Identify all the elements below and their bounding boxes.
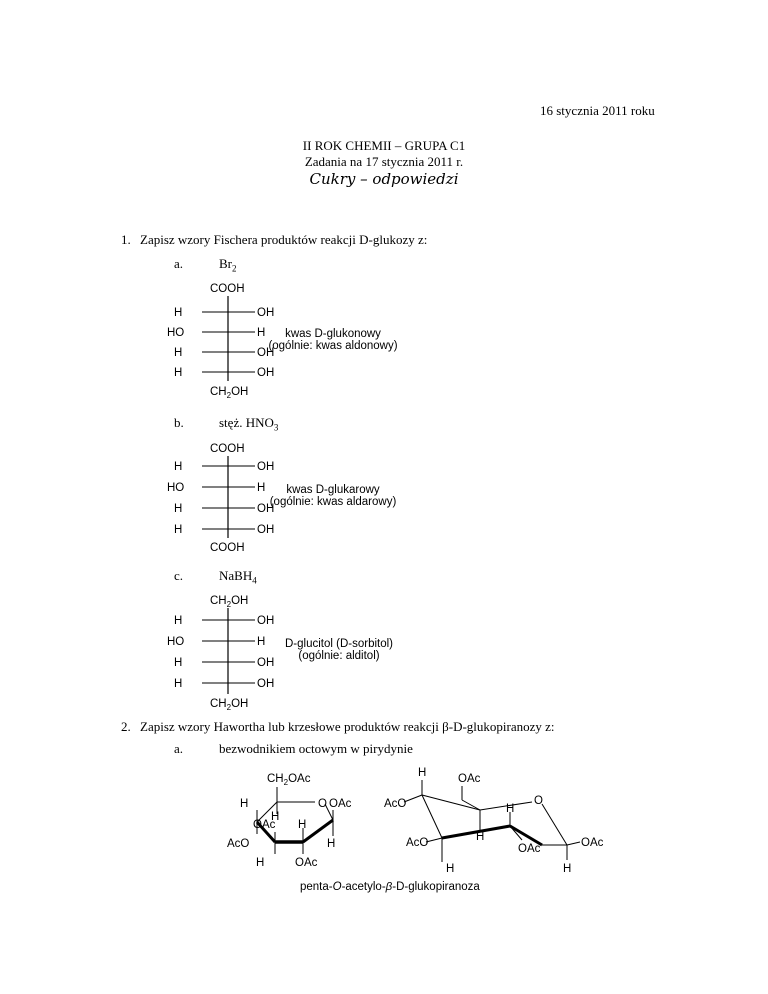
label-h: H	[174, 524, 183, 536]
q1b-name: kwas D-glukarowy (ogólnie: kwas aldarowy)	[269, 484, 397, 508]
haworth-ch2oac: $CH_2OAc$	[267, 773, 311, 787]
label-oh: OH	[257, 615, 275, 627]
chair-h: H	[418, 767, 427, 779]
label-oh: OH	[257, 461, 275, 473]
haworth-oac: OAc	[295, 857, 318, 869]
label-oh: OH	[257, 657, 275, 669]
fischer-b-top: COOH	[210, 443, 245, 455]
chair-h: H	[506, 803, 515, 815]
header-line-2: Zadania na 17 stycznia 2011 r.	[304, 154, 464, 169]
label-oh: OH	[257, 503, 275, 515]
label-h: H	[174, 503, 183, 515]
chair-oac: OAc	[581, 837, 604, 849]
label-oh: OH	[257, 367, 275, 379]
fischer-a-bottom: $CH_2OH$	[210, 386, 249, 400]
q2-number: 2.	[121, 719, 131, 734]
chair-h: H	[476, 831, 485, 843]
label-h: H	[257, 327, 266, 339]
header-line-1: II ROK CHEMII – GRUPA C1	[302, 138, 466, 153]
q1a-reagent: $Br_2$	[219, 256, 237, 274]
chair-oac: OAc	[518, 843, 541, 855]
haworth-h: H	[298, 819, 307, 831]
label-ho: HO	[167, 636, 185, 648]
chair-ring-o: O	[534, 795, 543, 807]
label-h: H	[174, 678, 183, 690]
q1-text: Zapisz wzory Fischera produktów reakcji D-glukozy z:	[140, 232, 428, 247]
fischer-b-bottom: COOH	[210, 542, 245, 554]
label-h: H	[174, 347, 183, 359]
fischer-c-top: $CH_2OH$	[210, 595, 249, 609]
label-h: H	[174, 461, 183, 473]
haworth-aco: AcO	[227, 838, 250, 850]
q1a-name: kwas D-glukonowy (ogólnie: kwas aldonowy)	[268, 328, 398, 352]
label-ho: HO	[167, 482, 185, 494]
fischer-a-top: COOH	[210, 283, 245, 295]
chair-structure	[382, 760, 622, 878]
haworth-ring-o: O	[318, 798, 327, 810]
label-oh: OH	[257, 307, 275, 319]
q2a-reagent: bezwodnikiem octowym w pirydynie	[219, 741, 413, 756]
q1c-name: D-glucitol (D-sorbitol) (ogólnie: alditol)	[285, 638, 393, 662]
label-oh: OH	[257, 524, 275, 536]
header-title: Cukry – odpowiedzi	[309, 170, 459, 188]
fischer-c-bottom: $CH_2OH$	[210, 698, 249, 712]
q1c-letter: c.	[174, 568, 184, 583]
chair-oac: OAc	[458, 773, 481, 785]
q1c-reagent: NaBH$_4$	[219, 568, 257, 586]
q1b-letter: b.	[174, 415, 184, 430]
haworth-h: H	[327, 838, 336, 850]
q1-number: 1.	[121, 232, 131, 247]
haworth-structure	[215, 762, 385, 877]
q2-text: Zapisz wzory Hawortha lub krzesłowe produktów reakcji β-D-glukopiranozy z:	[140, 719, 555, 734]
chair-aco: AcO	[384, 798, 407, 810]
product-name: penta-O-acetylo-β-D-glukopiranoza	[300, 881, 480, 893]
label-h: H	[174, 307, 183, 319]
chair-aco: AcO	[406, 837, 429, 849]
label-oh: OH	[257, 347, 275, 359]
haworth-h: H	[240, 798, 249, 810]
chair-h: H	[446, 863, 455, 875]
label-ho: HO	[167, 327, 185, 339]
label-h: H	[174, 367, 183, 379]
q2a-letter: a.	[174, 741, 184, 756]
date-line: 16 stycznia 2011 roku	[540, 103, 655, 118]
label-h: H	[174, 615, 183, 627]
haworth-oac: OAc	[329, 798, 352, 810]
q1a-letter: a.	[174, 256, 184, 271]
haworth-h: H	[256, 857, 265, 869]
label-h: H	[174, 657, 183, 669]
label-h: H	[257, 482, 266, 494]
haworth-oac: OAc	[253, 819, 276, 831]
q1b-reagent: stęż. $HNO_3$	[219, 415, 279, 433]
label-oh: OH	[257, 678, 275, 690]
chair-h: H	[563, 863, 572, 875]
label-h: H	[257, 636, 266, 648]
haworth-h: H	[271, 811, 280, 823]
